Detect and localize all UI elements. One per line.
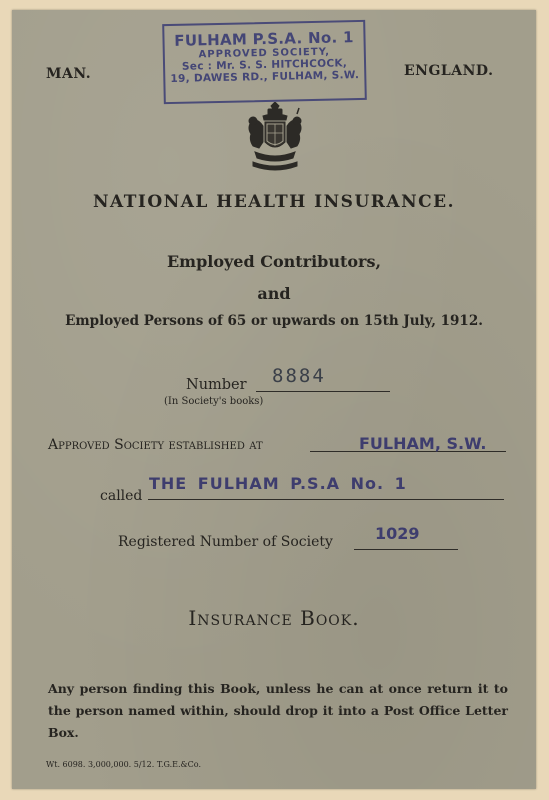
society-stamp xyxy=(162,20,367,104)
insurance-book-cover xyxy=(12,10,536,789)
stamp-line-2: APPROVED SOCIETY, xyxy=(198,46,331,61)
stamp-line-1: FULHAM P.S.A. No. 1 xyxy=(174,28,354,50)
registered-number-underline xyxy=(354,549,458,550)
subtitle-employed-persons: Employed Persons of 65 or upwards on 15th July, 1912. xyxy=(65,313,483,329)
subtitle-employed-contributors: Employed Contributors, xyxy=(166,252,382,271)
number-label: Number xyxy=(186,377,247,393)
royal-coat-of-arms-icon xyxy=(241,102,309,174)
called-underline xyxy=(148,499,504,500)
insurance-book-title: Insurance Book. xyxy=(188,606,360,630)
established-value: FULHAM, S.W. xyxy=(359,434,487,453)
established-label: Approved Society established at xyxy=(48,437,263,453)
corner-label-left: MAN. xyxy=(46,66,92,82)
number-underline xyxy=(256,391,390,392)
registered-number-label: Registered Number of Society xyxy=(118,534,333,550)
number-note: (In Society's books) xyxy=(164,396,264,407)
called-label: called xyxy=(100,488,143,504)
number-value: 8884 xyxy=(272,365,326,387)
lost-book-notice: Any person finding this Book, unless he can at once return it to the person named within, should drop it into a Post Office Letter Box. xyxy=(48,681,508,740)
subtitle-and: and xyxy=(257,284,291,303)
document-title: NATIONAL HEALTH INSURANCE. xyxy=(92,192,456,212)
printer-mark: Wt. 6098. 3,000,000. 5/12. T.G.E.&Co. xyxy=(46,760,202,769)
stamp-line-3: Sec : Mr. S. S. HITCHCOCK, xyxy=(181,57,348,73)
called-value: THE FULHAM P.S.A No. 1 xyxy=(149,474,407,493)
registered-number-value: 1029 xyxy=(375,524,420,543)
corner-label-right: ENGLAND. xyxy=(404,63,494,79)
stamp-line-4: 19, DAWES RD., FULHAM, S.W. xyxy=(170,69,360,85)
